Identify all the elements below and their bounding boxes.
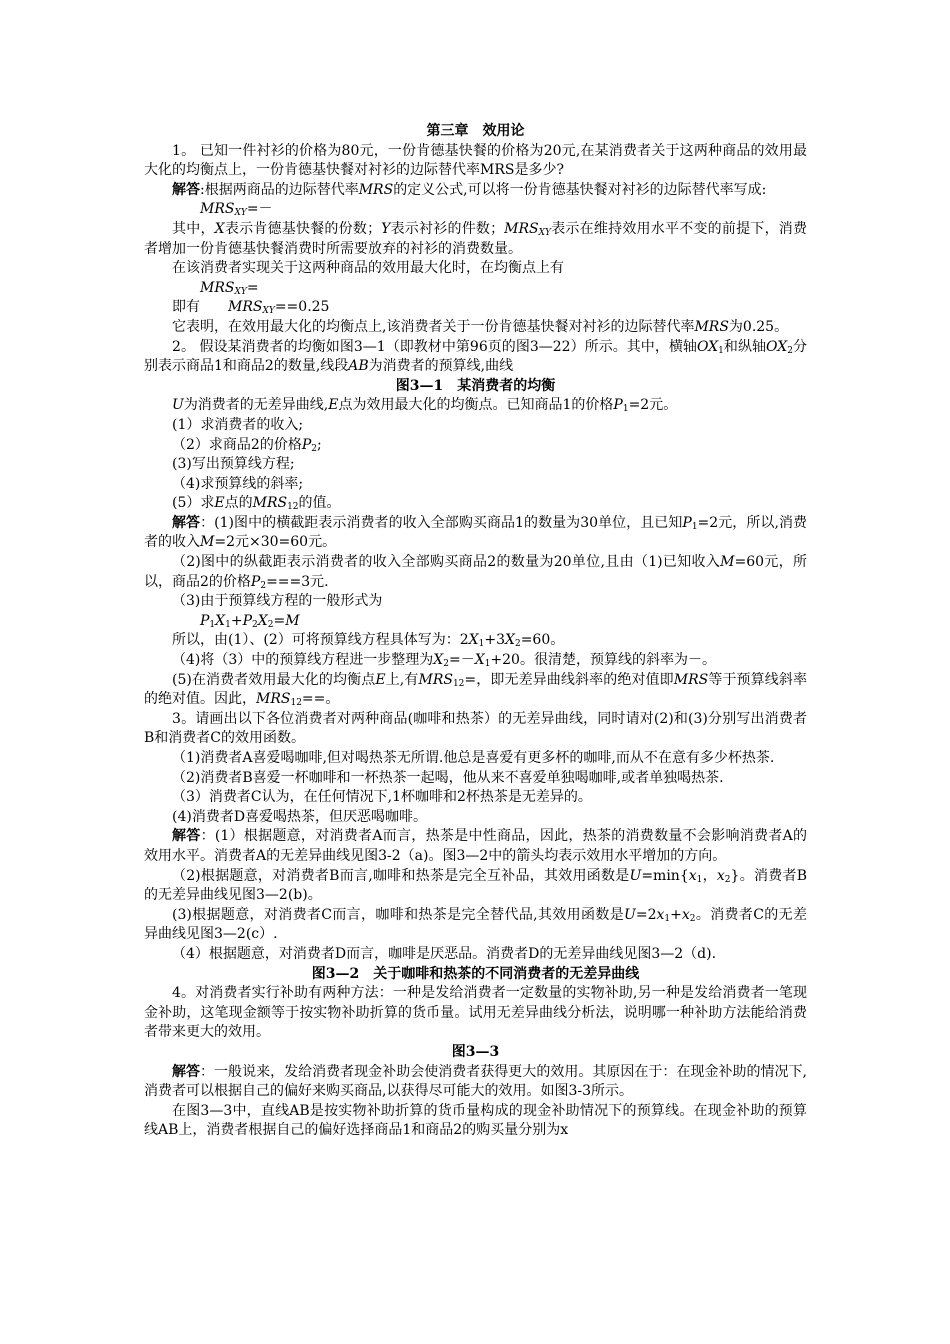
formula-mrs-result: 即有 $MRS_{XY}==0.25$ xyxy=(172,299,330,317)
q2-answer-3: （3)由于预算线方程的一般形式为 xyxy=(172,593,383,610)
q3-paragraph: 3。请画出以下各位消费者对两种商品(咖啡和热茶）的无差异曲线，同时请对(2)和(3)分别写出消费者B和消费者C的效用函数。 xyxy=(144,710,807,747)
q3-answer-4: （4）根据题意，对消费者D而言，咖啡是厌恶品。消费者D的无差异曲线见图3—2（d). xyxy=(172,945,717,962)
q1-explain: 其中，X表示肯德基快餐的份数；Y表示衬衫的件数；$MRS_{XY}$表示在维持效用水平不变的前提下，消费者增加一份肯德基快餐消费时所需要放弃的衬衫的消费数量。 xyxy=(144,220,808,257)
q2-answer-5: (5)在消费者效用最大化的均衡点E上,有$MRS_{12}=$，即无差异曲线斜率的绝对值即MRS等于预算线斜率的绝对值。因此，$MRS_{12}==$。 xyxy=(144,671,807,709)
q2-answer-3b: 所以，由(1）、(2）可将预算线方程具体写为：$2X_1+3X_2=60$。 xyxy=(172,632,565,650)
q3-item-2: （2)消费者B喜爱一杯咖啡和一杯热茶一起喝，他从来不喜爱单独喝咖啡,或者单独喝热茶. xyxy=(172,769,724,786)
q1-paragraph: 1。 已知一件衬衫的价格为80元，一份肯德基快餐的价格为20元,在某消费者关于这两种商品的效用最大化的均衡点上，一份肯德基快餐对衬衫的边际替代率MRS是多少? xyxy=(144,142,807,179)
formula-mrs-eq: $MRS_{XY}=$ xyxy=(200,279,259,297)
q3-item-4: (4)消费者D喜爱喝热茶，但厌恶喝咖啡。 xyxy=(172,808,428,825)
formula-mrs-def: $MRS_{XY}=-$ xyxy=(200,201,273,219)
q3-answer-3: (3)根据题意，对消费者C而言，咖啡和热茶是完全替代品,其效用函数是$U=2x_1+x_2$。消费者C的无差异曲线见图3—2(c）. xyxy=(144,906,807,943)
q2-paragraph: 2。 假设某消费者的均衡如图3—1（即教材中第96页的图3—22）所示。其中，横轴$OX_1$和纵轴$OX_2$分别表示商品1和商品2的数量,线段AB为消费者的预算线,曲线 xyxy=(144,338,807,375)
formula-budget-general: $P_1X_1+P_2X_2=M$ xyxy=(200,612,300,630)
q2-item-2: （2）求商品2的价格$P_2$; xyxy=(172,436,322,454)
figure-caption-3-1: 图3—1 某消费者的均衡 xyxy=(395,377,556,394)
q1-conclusion: 它表明，在效用最大化的均衡点上,该消费者关于一份肯德基快餐对衬衫的边际替代率MRS为0.25。 xyxy=(172,318,789,335)
figure-caption-3-2: 图3—2 关于咖啡和热茶的不同消费者的无差异曲线 xyxy=(311,965,640,982)
document-page xyxy=(144,122,807,1141)
q3-item-1: （1)消费者A喜爱喝咖啡,但对喝热茶无所谓.他总是喜爱有更多杯的咖啡,而从不在意有多少杯热茶. xyxy=(172,750,775,766)
q2-continued: U为消费者的无差异曲线,E点为效用最大化的均衡点。已知商品1的价格$P_1=2$元。 xyxy=(172,397,678,415)
chapter-title: 第三章 效用论 xyxy=(426,123,525,139)
q2-answer-1: 解答：(1)图中的横截距表示消费者的收入全部购买商品1的数量为30单位，且已知$P_1=2$元，所以,消费者的收入M=2元×30=60元。 xyxy=(144,514,807,551)
figure-caption-3-3: 图3—3 xyxy=(451,1043,500,1060)
q3-item-3: （3）消费者C认为，在任何情况下,1杯咖啡和2杯热茶是无差异的。 xyxy=(172,789,592,806)
q2-item-5: (5）求E点的$MRS_{12}$的值。 xyxy=(172,495,341,513)
q2-item-4: （4)求预算线的斜率; xyxy=(172,475,304,492)
q2-item-1: (1）求消费者的收入; xyxy=(172,416,304,433)
q4-answer-2: 在图3—3中，直线AB是按实物补助折算的货币量构成的现金补助情况下的预算线。在现金补助的预算线AB上，消费者根据自己的偏好选择商品1和商品2的购买量分别为x xyxy=(144,1102,807,1139)
q2-answer-4: （4)将（3）中的预算线方程进一步整理为$X_2=-X_1+20$。很清楚，预算线的斜率为－。 xyxy=(172,652,716,670)
q1-answer: 解答:根据两商品的边际替代率MRS的定义公式,可以将一份肯德基快餐对衬衫的边际替代率写成: xyxy=(172,181,767,198)
q2-answer-2: （2)图中的纵截距表示消费者的收入全部购买商品2的数量为20单位,且由（1)已知收入M=60元，所以，商品2的价格$P_2===3$元. xyxy=(144,554,807,591)
q4-answer-1: 解答：一般说来，发给消费者现金补助会使消费者获得更大的效用。其原因在于：在现金补助的情况下,消费者可以根据自己的偏好来购买商品,以获得尽可能大的效用。如图3-3所示。 xyxy=(144,1063,808,1100)
q3-answer-2: （2)根据题意，对消费者B而言,咖啡和热茶是完全互补品，其效用函数是$U=\min\{x_1$，$x_2$}。消费者B的无差异曲线见图3—2(b)。 xyxy=(144,867,807,904)
q4-paragraph: 4。对消费者实行补助有两种方法：一种是发给消费者一定数量的实物补助,另一种是发给消费者一笔现金补助，这笔现金额等于按实物补助折算的货币量。试用无差异曲线分析法，说明哪一种补助方法能给消费者带来更大的效用。 xyxy=(144,985,807,1041)
q3-answer-1: 解答：(1）根据题意，对消费者A而言，热茶是中性商品，因此，热茶的消费数量不会影响消费者A的效用水平。消费者A的无差异曲线见图3-2（a)。图3—2中的箭头均表示效用水平增加的方向。 xyxy=(144,828,808,864)
q1-equilibrium: 在该消费者实现关于这两种商品的效用最大化时，在均衡点上有 xyxy=(172,260,564,277)
q2-item-3: (3)写出预算线方程; xyxy=(172,456,295,473)
